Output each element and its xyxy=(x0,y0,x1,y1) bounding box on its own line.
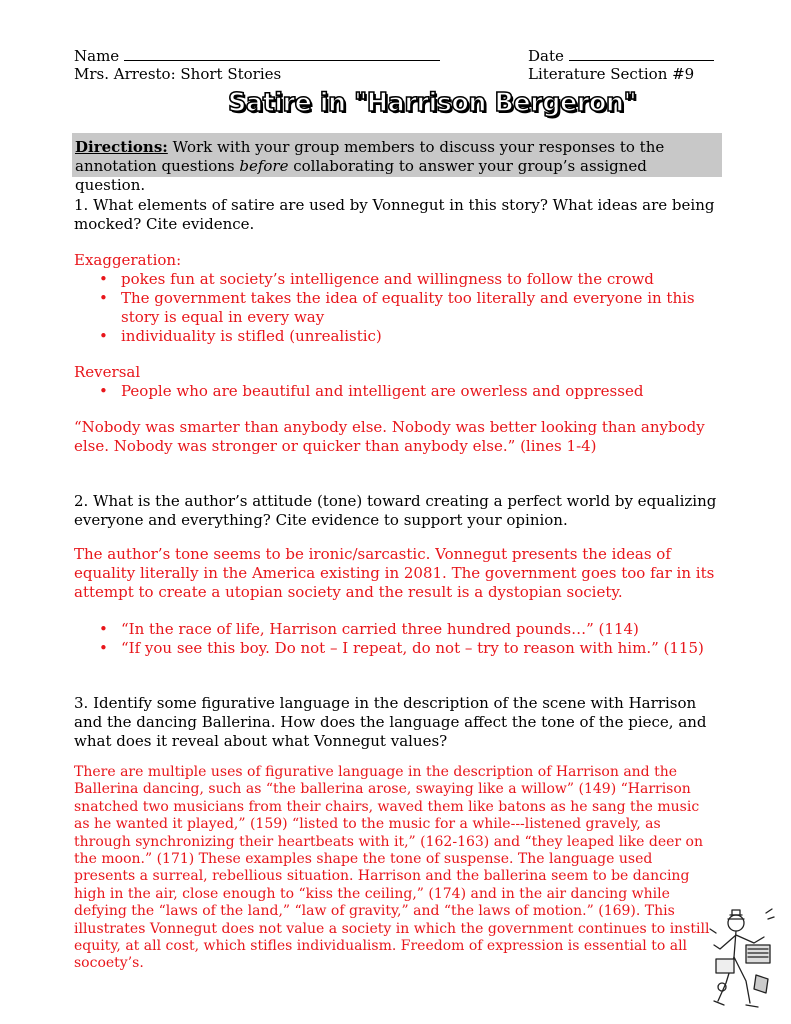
question-3: 3. Identify some figurative language in the description of the scene with Harrison and the dancing Ballerina. How does the language affect the tone of the piece, and what does it reveal about what Vonnegut values? xyxy=(74,694,707,750)
directions-box xyxy=(72,133,722,194)
list-item: • “If you see this boy. Do not – I repeat, do not – try to reason with him.” (115) xyxy=(74,639,724,658)
name-label: Name xyxy=(74,47,120,65)
exaggeration-heading: Exaggeration: xyxy=(74,251,182,269)
harrison-illustration xyxy=(706,905,778,1017)
list-item: • “In the race of life, Harrison carried three hundred pounds…” (114) xyxy=(74,620,724,639)
date-blank xyxy=(569,47,714,61)
exaggeration-list xyxy=(74,270,724,346)
q3-answer: There are multiple uses of figurative language in the description of Harrison and the Ballerina dancing, such as “the ballerina arose, swaying like a willow” (149) “Harrison snatched two musicians from their chairs, waved them like batons as he sang the music as he wanted it played,” (159) “listed to the music for a while---listened gravely, as through synchronizing their heartbeats with it,” (162-163) and “they leaped like deer on the moon.” (171) These examples shape the tone of suspense. The language used presents a surreal, rebellious situation. Harrison and the ballerina seem to be dancing high in the air, close enough to “kiss the ceiling,” (174) and in the air dancing while defying the “laws of the land,” “law of gravity,” and “the laws of motion.” (169). This illustrates Vonnegut does not value a society in which the government continues to instill equity, at all cost, which stifles individualism. Freedom of expression is essential to all socoety’s. xyxy=(74,764,710,972)
directions-text-2: collaborating to answer your group’s assigned question. xyxy=(75,157,647,194)
list-item: • The government takes the idea of equality too literally and everyone in this story is equal in every way xyxy=(74,289,724,327)
name-line xyxy=(74,47,440,65)
question-1: 1. What elements of satire are used by Vonnegut in this story? What ideas are being mocked? Cite evidence. xyxy=(74,196,715,233)
reversal-list xyxy=(74,382,724,401)
q1-quote: “Nobody was smarter than anybody else. Nobody was better looking than anybody else. Nobody was stronger or quicker than anybody else.” (lines 1-4) xyxy=(74,418,705,455)
q2-answer: The author’s tone seems to be ironic/sarcastic. Vonnegut presents the ideas of equality literally in the America existing in 2081. The government goes too far in its attempt to create a utopian society and the result is a dystopian society. xyxy=(74,545,715,601)
directions-emphasis: before xyxy=(239,157,289,175)
page-title: Satire in "Harrison Bergeron" xyxy=(228,88,637,118)
directions-text-1: Work with your group members to discuss your responses to the annotation questions xyxy=(75,138,665,175)
date-label: Date xyxy=(528,47,564,65)
date-line xyxy=(528,47,714,65)
reversal-heading: Reversal xyxy=(74,363,141,381)
list-item: • People who are beautiful and intelligent are owerless and oppressed xyxy=(74,382,724,401)
list-item: • pokes fun at society’s intelligence and willingness to follow the crowd xyxy=(74,270,724,289)
name-blank xyxy=(124,47,440,61)
list-item: • individuality is stifled (unrealistic) xyxy=(74,327,724,346)
question-2: 2. What is the author’s attitude (tone) toward creating a perfect world by equalizing everyone and everything? Cite evidence to support your opinion. xyxy=(74,492,717,529)
teacher-course: Mrs. Arresto: Short Stories xyxy=(74,65,282,83)
section-label: Literature Section #9 xyxy=(528,65,695,83)
directions-label: Directions: xyxy=(75,138,168,156)
q2-evidence-list xyxy=(74,620,724,658)
